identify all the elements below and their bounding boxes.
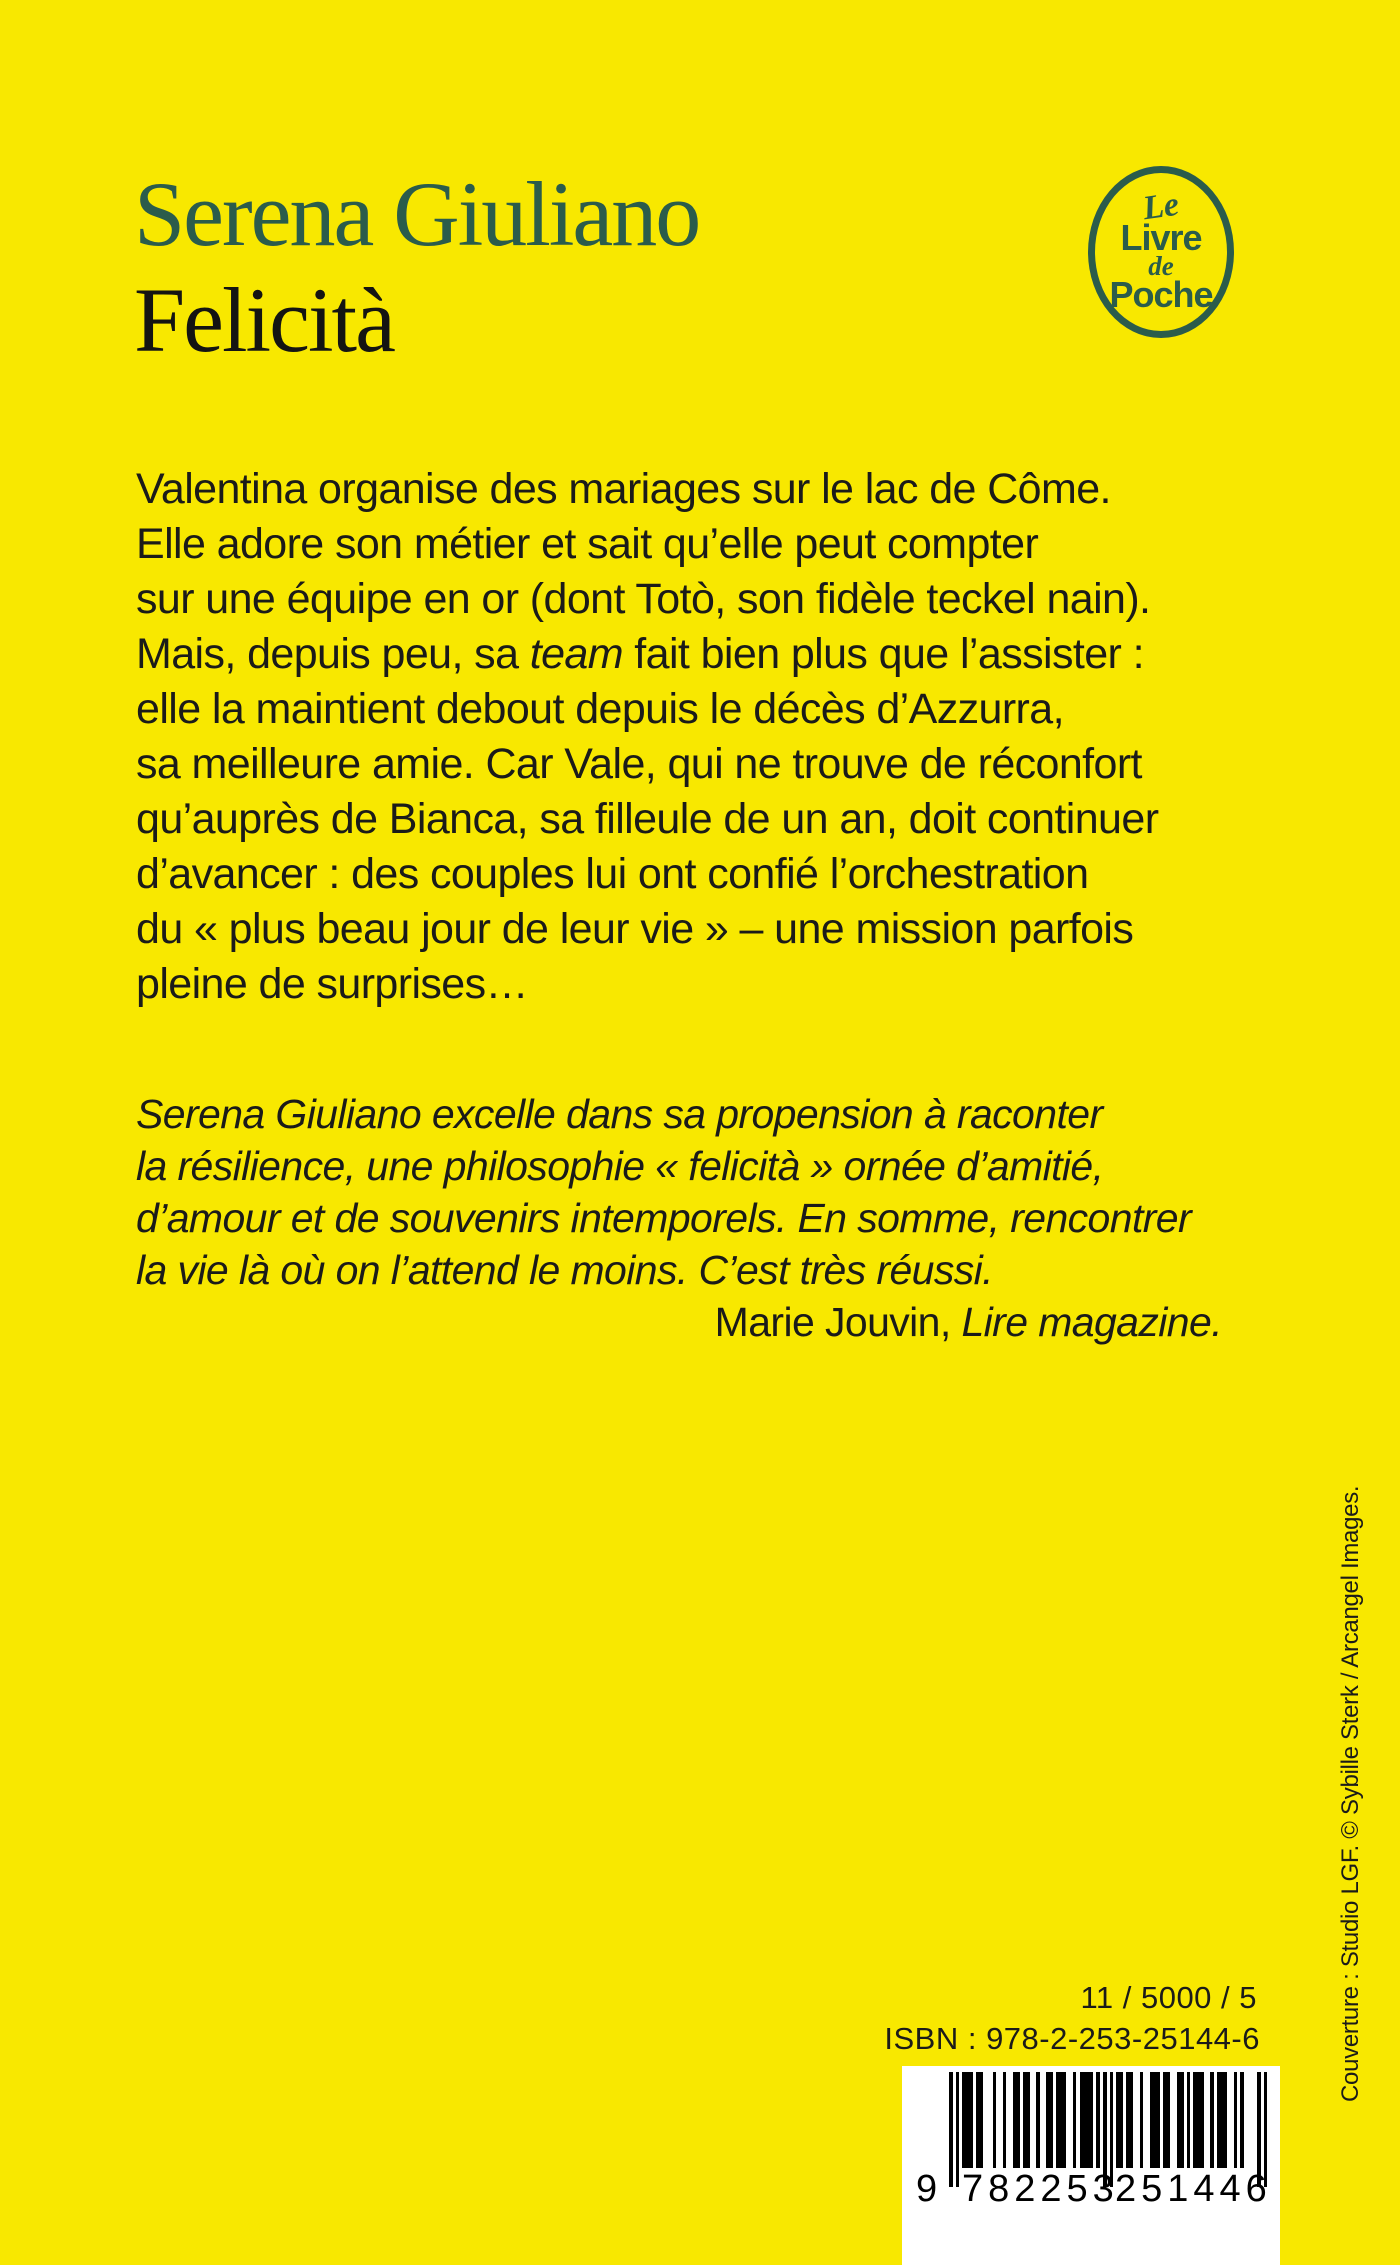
synopsis-line: qu’auprès de Bianca, sa filleule de un an, doit continuer xyxy=(136,795,1159,843)
review-attribution xyxy=(136,1296,1222,1348)
book-title: Felicità xyxy=(134,269,394,371)
barcode-digits-group1: 782253 xyxy=(962,2168,1119,2210)
synopsis-line: d’avancer : des couples lui ont confié l’orchestration xyxy=(136,850,1089,898)
barcode-digits xyxy=(902,2168,1280,2214)
synopsis-line: elle la maintient debout depuis le décès d’Azzurra, xyxy=(136,685,1064,733)
synopsis-line: Valentina organise des mariages sur le lac de Côme. xyxy=(136,465,1111,513)
synopsis-line: sur une équipe en or (dont Totò, son fidèle teckel nain). xyxy=(136,575,1151,623)
synopsis-line: Mais, depuis peu, sa team fait bien plus que l’assister : xyxy=(136,630,1144,678)
author-name: Serena Giuliano xyxy=(134,163,700,265)
barcode-digit-leading: 9 xyxy=(916,2168,938,2210)
cover-credit: Couverture : Studio LGF. © Sybille Sterk / Arcangel Images. xyxy=(1337,1485,1364,2102)
logo-word-poche: Poche xyxy=(1109,273,1213,315)
synopsis xyxy=(136,462,1400,1012)
review-line: d’amour et de souvenirs intemporels. En somme, rencontrer xyxy=(136,1195,1192,1241)
review-line: Serena Giuliano excelle dans sa propension à raconter xyxy=(136,1091,1103,1137)
synopsis-line: pleine de surprises… xyxy=(136,960,528,1008)
review-quote xyxy=(136,1088,1222,1348)
review-line: la vie là où on l’attend le moins. C’est très réussi. xyxy=(136,1247,993,1293)
synopsis-line: du « plus beau jour de leur vie » – une mission parfois xyxy=(136,905,1134,953)
review-lines xyxy=(136,1088,1222,1296)
review-line: la résilience, une philosophie « felicità » ornée d’amitié, xyxy=(136,1143,1104,1189)
barcode xyxy=(902,2066,1280,2265)
print-run-code: 11 / 5000 / 5 xyxy=(1080,1980,1257,2015)
review-attribution-name: Marie Jouvin, xyxy=(714,1299,962,1345)
logo-word-le: Le xyxy=(1140,185,1182,227)
synopsis-line: sa meilleure amie. Car Vale, qui ne trouve de réconfort xyxy=(136,740,1142,788)
isbn-number: ISBN : 978-2-253-25144-6 xyxy=(884,2021,1260,2056)
logo-word-de: de xyxy=(1148,250,1174,281)
logo-word-livre: Livre xyxy=(1120,216,1202,258)
synopsis-line: Elle adore son métier et sait qu’elle peut compter xyxy=(136,520,1039,568)
review-attribution-source: Lire magazine. xyxy=(961,1299,1222,1345)
barcode-digits-group2: 251446 xyxy=(1115,2168,1272,2210)
publisher-logo xyxy=(1088,166,1234,338)
